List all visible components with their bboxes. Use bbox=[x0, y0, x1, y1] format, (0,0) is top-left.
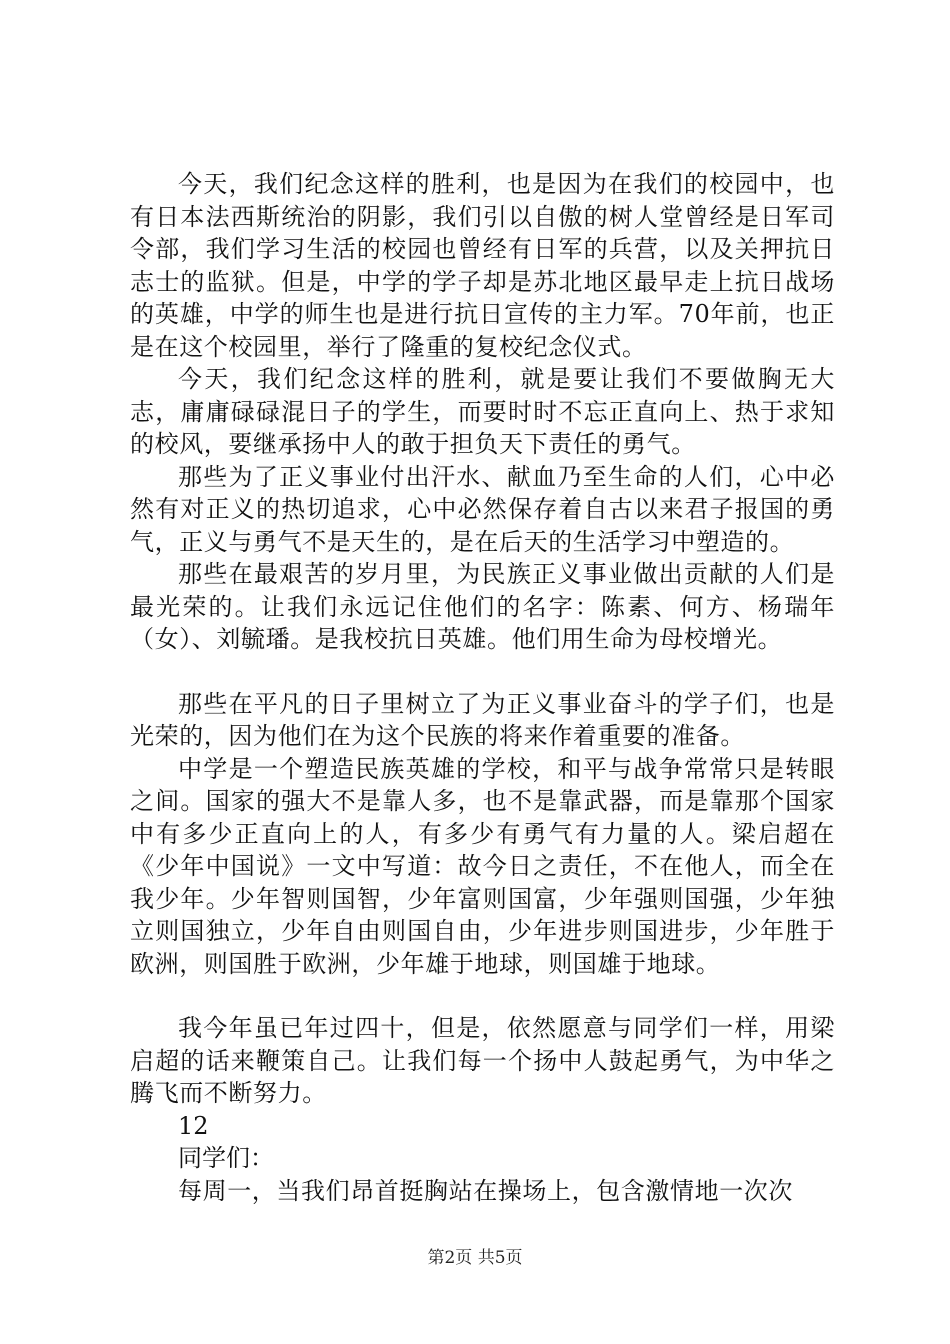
paragraph-8: 每周一，当我们昂首挺胸站在操场上，包含激情地一次次 bbox=[178, 1176, 793, 1205]
paragraph-4: 那些在最艰苦的岁月里，为民族正义事业做出贡献的人们是最光荣的。让我们永远记住他们的名字：陈素、何方、杨瑞年（女）、刘毓璠。是我校抗日英雄。他们用生命为母校增光。 bbox=[130, 560, 835, 653]
page-number-footer: 第2页 共5页 bbox=[427, 1248, 523, 1268]
salutation: 同学们： bbox=[178, 1144, 274, 1172]
paragraph-1: 今天，我们纪念这样的胜利，也是因为在我们的校园中，也有日本法西斯统治的阴影，我们引以自傲的树人堂曾经是日军司令部，我们学习生活的校园也曾经有日军的兵营，以及关押抗日志士的监狱。但是，中学的学子却是苏北地区最早走上抗日战场的英雄，中学的师生也是进行抗日宣传的主力军。70年前，也正是在这个校园里，举行了隆重的复校纪念仪式。 bbox=[130, 170, 835, 361]
document-body bbox=[130, 168, 835, 1207]
section-number: 12 bbox=[178, 1111, 209, 1140]
paragraph-3: 那些为了正义事业付出汗水、献血乃至生命的人们，心中必然有对正义的热切追求，心中必然保存着自古以来君子报国的勇气，正义与勇气不是天生的，是在后天的生活学习中塑造的。 bbox=[130, 462, 835, 556]
paragraph-gap bbox=[130, 656, 835, 688]
paragraph-6: 中学是一个塑造民族英雄的学校，和平与战争常常只是转眼之间。国家的强大不是靠人多，也不是靠武器，而是靠那个国家中有多少正直向上的人，有多少有勇气有力量的人。梁启超在《少年中国说》一文中写道：故今日之责任，不在他人，而全在我少年。少年智则国智，少年富则国富，少年强则国强，少年独立则国独立，少年自由则国自由，少年进步则国进步，少年胜于欧洲，则国胜于欧洲，少年雄于地球，则国雄于地球。 bbox=[130, 754, 835, 978]
paragraph-2: 今天，我们纪念这样的胜利，就是要让我们不要做胸无大志，庸庸碌碌混日子的学生，而要时时不忘正直向上、热于求知的校风，要继承扬中人的敢于担负天下责任的勇气。 bbox=[130, 365, 835, 458]
paragraph-5: 那些在平凡的日子里树立了为正义事业奋斗的学子们，也是光荣的，因为他们在为这个民族的将来作着重要的准备。 bbox=[130, 689, 835, 750]
paragraph-gap bbox=[130, 980, 835, 1012]
paragraph-7: 我今年虽已年过四十，但是，依然愿意与同学们一样，用梁启超的话来鞭策自己。让我们每一个扬中人鼓起勇气，为中华之腾飞而不断努力。 bbox=[130, 1014, 835, 1107]
